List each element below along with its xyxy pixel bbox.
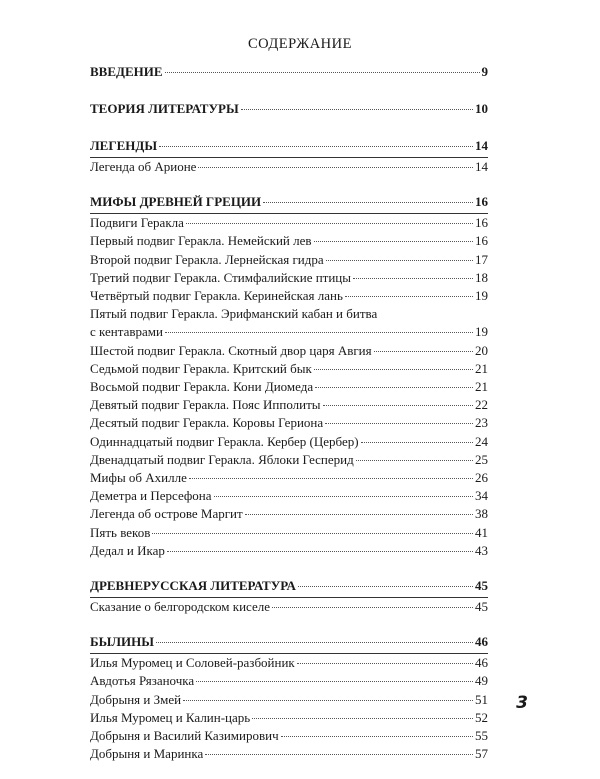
toc-entry[interactable] [90, 158, 488, 176]
toc-entry[interactable] [90, 691, 488, 709]
entry-label: Восьмой подвиг Геракла. Кони Диомеда [90, 379, 314, 395]
entry-label: Четвёртый подвиг Геракла. Керинейская лань [90, 288, 343, 304]
toc-entry[interactable] [90, 251, 488, 269]
dot-leader [167, 551, 473, 552]
entry-page-number: 26 [475, 470, 488, 486]
section-heading[interactable] [90, 576, 488, 598]
entry-page-number: 55 [475, 728, 488, 744]
entry-label: Легенда об острове Маргит [90, 506, 243, 522]
dot-leader [353, 278, 473, 279]
entry-label: Илья Муромец и Калин-царь [90, 709, 251, 725]
section-heading[interactable] [90, 632, 488, 654]
entry-page-number: 41 [475, 524, 488, 540]
page-number: 3 [516, 693, 528, 713]
entry-page-number: 16 [475, 233, 488, 249]
toc-entry[interactable] [90, 378, 488, 396]
entry-label: Дедал и Икар [90, 542, 165, 558]
entry-label: Подвиги Геракла [90, 215, 184, 231]
entry-label: Одиннадцатый подвиг Геракла. Кербер (Цербер) [90, 433, 359, 449]
section-heading-label: ЛЕГЕНДЫ [90, 138, 158, 153]
entry-label: Третий подвиг Геракла. Стимфалийские птицы [90, 269, 351, 285]
toc-entry[interactable] [90, 214, 488, 232]
section-heading[interactable] [90, 192, 488, 214]
entry-page-number: 38 [475, 506, 488, 522]
section-page-number: 9 [481, 64, 488, 79]
entry-page-number: 23 [475, 415, 488, 431]
entry-page-number: 52 [475, 709, 488, 725]
entry-label: Пятый подвиг Геракла. Эрифманский кабан и битва [90, 306, 378, 322]
entry-label: Шестой подвиг Геракла. Скотный двор царя Авгия [90, 342, 372, 358]
dot-leader [152, 533, 473, 534]
dot-leader [156, 642, 473, 643]
dot-leader [196, 681, 473, 682]
entry-page-number: 49 [475, 673, 488, 689]
entry-label: Девятый подвиг Геракла. Пояс Ипполиты [90, 397, 321, 413]
dot-leader [165, 332, 473, 333]
dot-leader [314, 369, 473, 370]
dot-leader [298, 586, 473, 587]
dot-leader [323, 405, 473, 406]
dot-leader [252, 718, 473, 719]
entry-page-number: 16 [475, 215, 488, 231]
section-page-number: 14 [475, 138, 488, 153]
toc-entry[interactable] [90, 433, 488, 451]
entry-label-continued: с кентаврами [90, 324, 163, 340]
entry-label: Мифы об Ахилле [90, 470, 187, 486]
entry-label: Легенда об Арионе [90, 159, 197, 174]
entry-page-number: 24 [475, 433, 488, 449]
dot-leader [263, 202, 473, 203]
dot-leader [245, 514, 473, 515]
toc-section [90, 136, 488, 176]
dot-leader [314, 241, 473, 242]
entry-label: Седьмой подвиг Геракла. Критский бык [90, 360, 312, 376]
section-heading-label: МИФЫ ДРЕВНЕЙ ГРЕЦИИ [90, 194, 262, 210]
toc-entry[interactable] [90, 269, 488, 287]
dot-leader [374, 351, 473, 352]
dot-leader [345, 296, 473, 297]
dot-leader [159, 146, 473, 147]
entry-page-number: 18 [475, 269, 488, 285]
section-heading-label: ДРЕВНЕРУССКАЯ ЛИТЕРАТУРА [90, 578, 296, 594]
toc-entry[interactable] [90, 342, 488, 360]
entry-page-number: 22 [475, 397, 488, 413]
table-of-contents [90, 62, 488, 779]
dot-leader [189, 478, 473, 479]
section-heading-label: ТЕОРИЯ ЛИТЕРАТУРЫ [90, 101, 239, 116]
toc-section [90, 632, 488, 763]
dot-leader [272, 607, 473, 608]
toc-entry[interactable] [90, 505, 488, 523]
toc-entry[interactable] [90, 542, 488, 560]
toc-section [90, 99, 488, 120]
section-heading[interactable] [90, 62, 488, 83]
toc-section [90, 576, 488, 616]
section-heading[interactable] [90, 136, 488, 158]
toc-entry[interactable] [90, 469, 488, 487]
entry-label: Илья Муромец и Соловей-разбойник [90, 655, 295, 671]
toc-entry[interactable] [90, 524, 488, 542]
entry-label: Добрыня и Василий Казимирович [90, 728, 279, 744]
entry-label: Авдотья Рязаночка [90, 673, 195, 689]
dot-leader [315, 387, 473, 388]
toc-entry[interactable] [90, 727, 488, 745]
dot-leader [356, 460, 473, 461]
toc-entry[interactable] [90, 709, 488, 727]
toc-section [90, 192, 488, 560]
toc-entry-line[interactable] [90, 305, 488, 323]
toc-entry[interactable] [90, 360, 488, 378]
entry-label: Первый подвиг Геракла. Немейский лев [90, 233, 312, 249]
entry-page-number: 14 [475, 159, 488, 174]
entry-page-number: 51 [475, 691, 488, 707]
entry-label: Деметра и Персефона [90, 488, 212, 504]
dot-leader [186, 223, 473, 224]
dot-leader [214, 496, 473, 497]
entry-page-number: 19 [475, 288, 488, 304]
entry-page-number: 46 [475, 655, 488, 671]
entry-page-number: 19 [475, 324, 488, 340]
entry-page-number: 21 [475, 360, 488, 376]
entry-label: Сказание о белгородском киселе [90, 599, 270, 615]
entry-page-number: 25 [475, 451, 488, 467]
entry-label: Второй подвиг Геракла. Лернейская гидра [90, 251, 324, 267]
toc-section [90, 62, 488, 83]
entry-label: Добрыня и Змей [90, 691, 182, 707]
toc-entry[interactable] [90, 598, 488, 616]
entry-page-number: 43 [475, 542, 488, 558]
toc-entry[interactable] [90, 654, 488, 672]
entry-page-number: 57 [475, 746, 488, 762]
dot-leader [241, 109, 473, 110]
section-heading-label: БЫЛИНЫ [90, 634, 155, 650]
section-heading-label: ВВЕДЕНИЕ [90, 64, 163, 79]
entry-page-number: 34 [475, 488, 488, 504]
toc-entry[interactable] [90, 414, 488, 432]
dot-leader [326, 260, 473, 261]
dot-leader [165, 72, 480, 73]
dot-leader [297, 663, 473, 664]
entry-page-number: 17 [475, 251, 488, 267]
toc-entry[interactable] [90, 745, 488, 763]
section-page-number: 16 [475, 194, 488, 210]
entry-page-number: 21 [475, 379, 488, 395]
section-page-number: 10 [475, 101, 488, 116]
entry-label: Добрыня и Маринка [90, 746, 204, 762]
page-title: СОДЕРЖАНИЕ [248, 36, 352, 52]
toc-entry[interactable] [90, 396, 488, 414]
dot-leader [183, 700, 473, 701]
entry-page-number: 20 [475, 342, 488, 358]
toc-entry[interactable] [90, 672, 488, 690]
entry-label: Пять веков [90, 524, 151, 540]
dot-leader [325, 423, 473, 424]
section-heading[interactable] [90, 99, 488, 120]
dot-leader [198, 167, 473, 168]
dot-leader [361, 442, 473, 443]
entry-label: Двенадцатый подвиг Геракла. Яблоки Гесперид [90, 451, 354, 467]
entry-label: Десятый подвиг Геракла. Коровы Гериона [90, 415, 324, 431]
section-page-number: 45 [475, 578, 488, 594]
toc-entry[interactable] [90, 287, 488, 305]
toc-entry[interactable] [90, 323, 488, 341]
toc-entry[interactable] [90, 487, 488, 505]
toc-entry[interactable] [90, 232, 488, 250]
dot-leader [281, 736, 473, 737]
toc-entry[interactable] [90, 451, 488, 469]
entry-page-number: 45 [475, 599, 488, 615]
dot-leader [205, 754, 473, 755]
section-page-number: 46 [475, 634, 488, 650]
